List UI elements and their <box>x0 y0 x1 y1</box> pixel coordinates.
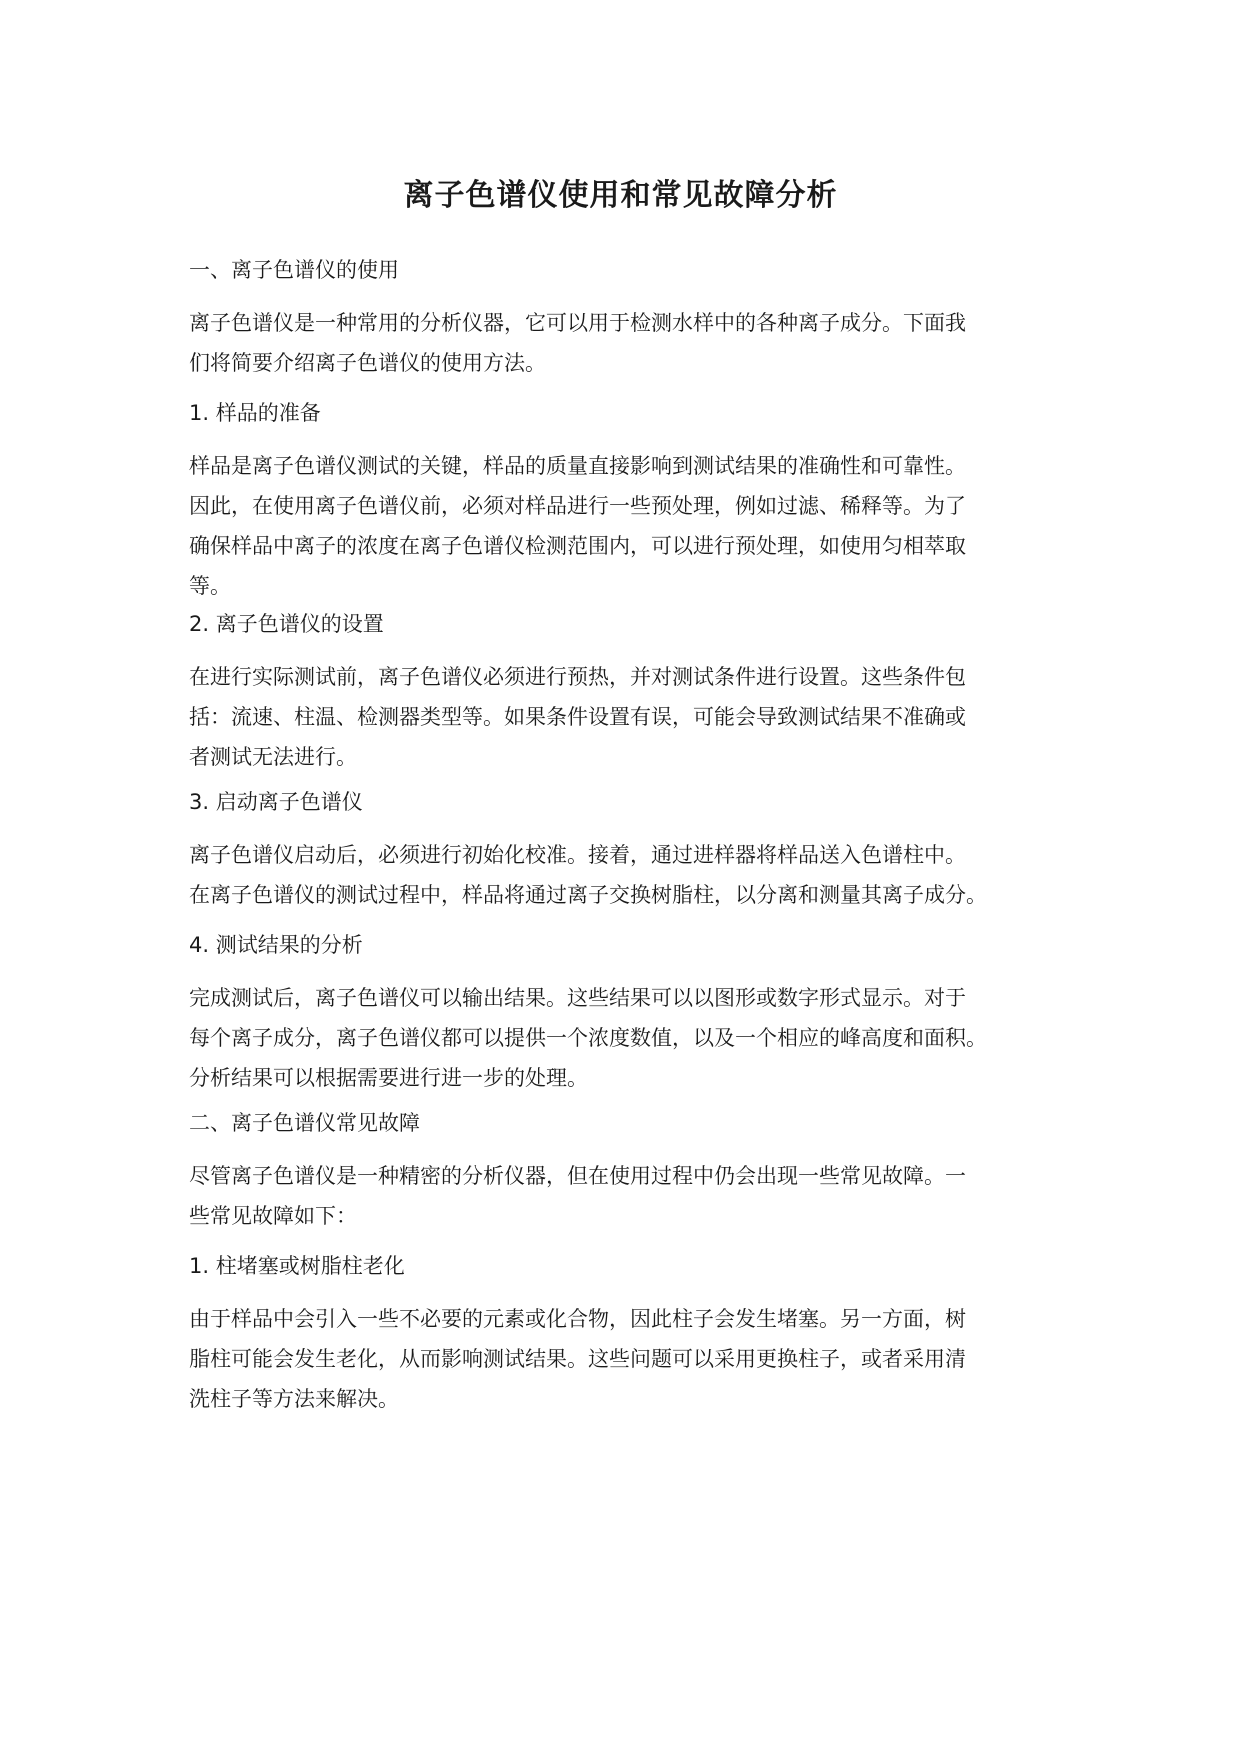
text-line: 在进行实际测试前，离子色谱仪必须进行预热，并对测试条件进行设置。这些条件包 <box>189 665 966 689</box>
text-line: 一、离子色谱仪的使用 <box>189 258 399 282</box>
text-line: 每个离子成分，离子色谱仪都可以提供一个浓度数值，以及一个相应的峰高度和面积。 <box>189 1026 987 1050</box>
document-title: 离子色谱仪使用和常见故障分析 <box>403 178 838 213</box>
text-line: 脂柱可能会发生老化，从而影响测试结果。这些问题可以采用更换柱子，或者采用清 <box>189 1347 966 1371</box>
text-line: 二、离子色谱仪常见故障 <box>189 1111 420 1135</box>
text-line: 洗柱子等方法来解决。 <box>189 1387 399 1411</box>
section-heading-usage <box>189 250 1089 290</box>
text-line: 尽管离子色谱仪是一种精密的分析仪器，但在使用过程中仍会出现一些常见故障。一 <box>189 1164 966 1188</box>
text-line: 些常见故障如下： <box>189 1204 357 1228</box>
text-line: 在离子色谱仪的测试过程中，样品将通过离子交换树脂柱，以分离和测量其离子成分。 <box>189 883 987 907</box>
text-line: 1. 柱堵塞或树脂柱老化 <box>189 1254 405 1278</box>
text-line: 确保样品中离子的浓度在离子色谱仪检测范围内，可以进行预处理，如使用匀相萃取 <box>189 534 966 558</box>
paragraph-startup <box>189 835 1089 915</box>
paragraph-faults-intro <box>189 1156 1089 1236</box>
paragraph-settings <box>189 657 1089 777</box>
text-line: 3. 启动离子色谱仪 <box>189 790 363 814</box>
text-line: 离子色谱仪启动后，必须进行初始化校准。接着，通过进样器将样品送入色谱柱中。 <box>189 843 966 867</box>
subheading-analysis <box>189 925 1089 965</box>
text-line: 因此，在使用离子色谱仪前，必须对样品进行一些预处理，例如过滤、稀释等。为了 <box>189 494 966 518</box>
paragraph-column-clog <box>189 1299 1089 1419</box>
text-line: 由于样品中会引入一些不必要的元素或化合物，因此柱子会发生堵塞。另一方面，树 <box>189 1307 966 1331</box>
text-line: 括：流速、柱温、检测器类型等。如果条件设置有误，可能会导致测试结果不准确或 <box>189 705 966 729</box>
text-line: 1. 样品的准备 <box>189 401 321 425</box>
paragraph-sample-prep <box>189 446 1089 606</box>
text-line: 离子色谱仪是一种常用的分析仪器，它可以用于检测水样中的各种离子成分。下面我 <box>189 311 966 335</box>
section-heading-faults <box>189 1103 1089 1143</box>
subheading-startup <box>189 782 1089 822</box>
text-line: 完成测试后，离子色谱仪可以输出结果。这些结果可以以图形或数字形式显示。对于 <box>189 986 966 1010</box>
text-line: 4. 测试结果的分析 <box>189 933 363 957</box>
text-line: 样品是离子色谱仪测试的关键，样品的质量直接影响到测试结果的准确性和可靠性。 <box>189 454 966 478</box>
text-line: 等。 <box>189 574 231 598</box>
text-line: 2. 离子色谱仪的设置 <box>189 612 384 636</box>
paragraph-analysis <box>189 978 1089 1098</box>
text-line: 者测试无法进行。 <box>189 745 357 769</box>
subheading-column-clog <box>189 1246 1089 1286</box>
paragraph-intro <box>189 303 1089 383</box>
text-line: 们将简要介绍离子色谱仪的使用方法。 <box>189 351 546 375</box>
subheading-settings <box>189 604 1089 644</box>
text-line: 分析结果可以根据需要进行进一步的处理。 <box>189 1066 588 1090</box>
subheading-sample-prep <box>189 393 1089 433</box>
